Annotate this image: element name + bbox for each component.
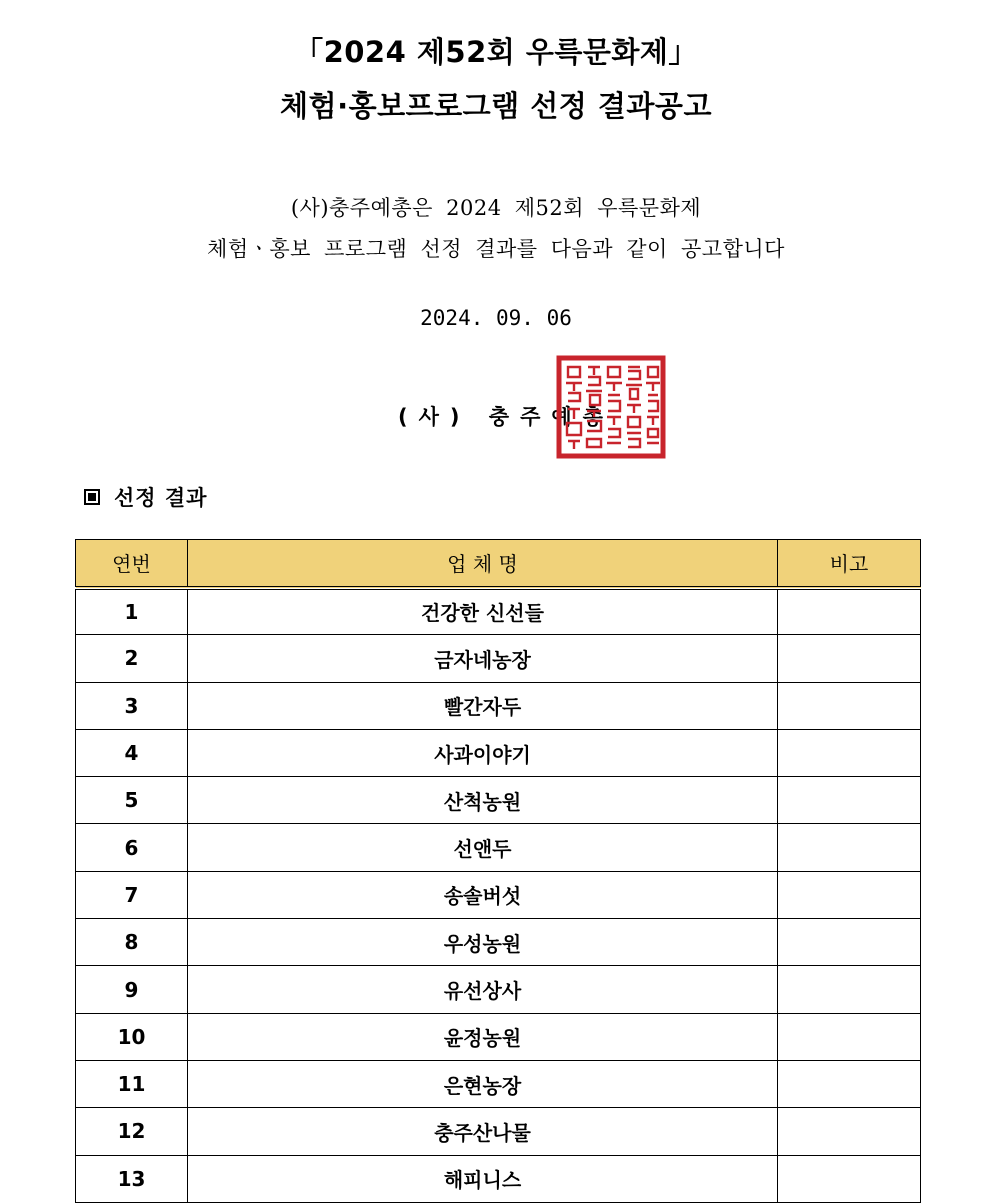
- row-number: 12: [76, 1108, 188, 1155]
- document-title-line2: 체험·홍보프로그램 선정 결과공고: [280, 89, 712, 123]
- row-remarks: [778, 824, 921, 871]
- row-company-name: 충주산나물: [188, 1108, 778, 1155]
- row-remarks: [778, 777, 921, 824]
- official-seal-stamp: [556, 355, 666, 459]
- notice-text-line1: (사)충주예총은 2024 제52회 우륵문화제: [290, 196, 702, 220]
- row-number: 2: [76, 635, 188, 682]
- row-number: 4: [76, 729, 188, 776]
- row-number: 9: [76, 966, 188, 1013]
- row-company-name: 사과이야기: [188, 729, 778, 776]
- row-company-name: 유선상사: [188, 966, 778, 1013]
- row-number: 3: [76, 682, 188, 729]
- row-remarks: [778, 871, 921, 918]
- section-heading: [84, 482, 207, 512]
- header-remarks: 비고: [778, 540, 921, 588]
- row-company-name: 윤정농원: [188, 1013, 778, 1060]
- row-remarks: [778, 588, 921, 635]
- row-company-name: 송솔버섯: [188, 871, 778, 918]
- header-company-name: 업 체 명: [188, 540, 778, 588]
- row-company-name: 우성농원: [188, 919, 778, 966]
- row-remarks: [778, 1013, 921, 1060]
- row-company-name: 금자네농장: [188, 635, 778, 682]
- table-row: [76, 871, 921, 918]
- row-remarks: [778, 682, 921, 729]
- row-company-name: 빨간자두: [188, 682, 778, 729]
- table-row: [76, 588, 921, 635]
- notice-date: 2024. 09. 06: [420, 306, 572, 330]
- table-row: [76, 1155, 921, 1202]
- organization-name: (사) 충주예총: [398, 405, 614, 429]
- row-number: 6: [76, 824, 188, 871]
- document-title-line1: 「2024 제52회 우륵문화제」: [294, 35, 698, 69]
- row-number: 5: [76, 777, 188, 824]
- table-row: [76, 966, 921, 1013]
- table-row: [76, 1108, 921, 1155]
- section-title: 선정 결과: [114, 486, 208, 510]
- row-number: 11: [76, 1060, 188, 1107]
- row-company-name: 건강한 신선들: [188, 588, 778, 635]
- row-number: 1: [76, 588, 188, 635]
- table-row: [76, 824, 921, 871]
- table-row: [76, 729, 921, 776]
- row-number: 7: [76, 871, 188, 918]
- table-row: [76, 1013, 921, 1060]
- row-remarks: [778, 919, 921, 966]
- row-company-name: 선앤두: [188, 824, 778, 871]
- table-row: [76, 1060, 921, 1107]
- header-number: 연번: [76, 540, 188, 588]
- row-remarks: [778, 1155, 921, 1202]
- table-row: [76, 682, 921, 729]
- row-remarks: [778, 966, 921, 1013]
- row-remarks: [778, 635, 921, 682]
- table-row: [76, 777, 921, 824]
- table-row: [76, 919, 921, 966]
- row-remarks: [778, 729, 921, 776]
- filled-square-icon: [84, 489, 100, 505]
- row-remarks: [778, 1060, 921, 1107]
- table-header-row: [76, 540, 921, 588]
- row-number: 8: [76, 919, 188, 966]
- row-company-name: 은현농장: [188, 1060, 778, 1107]
- selection-result-table: [75, 539, 921, 1203]
- row-number: 10: [76, 1013, 188, 1060]
- row-remarks: [778, 1108, 921, 1155]
- row-company-name: 해피니스: [188, 1155, 778, 1202]
- row-company-name: 산척농원: [188, 777, 778, 824]
- table-row: [76, 635, 921, 682]
- row-number: 13: [76, 1155, 188, 1202]
- notice-text-line2: 체험ㆍ홍보 프로그램 선정 결과를 다음과 같이 공고합니다: [207, 237, 785, 261]
